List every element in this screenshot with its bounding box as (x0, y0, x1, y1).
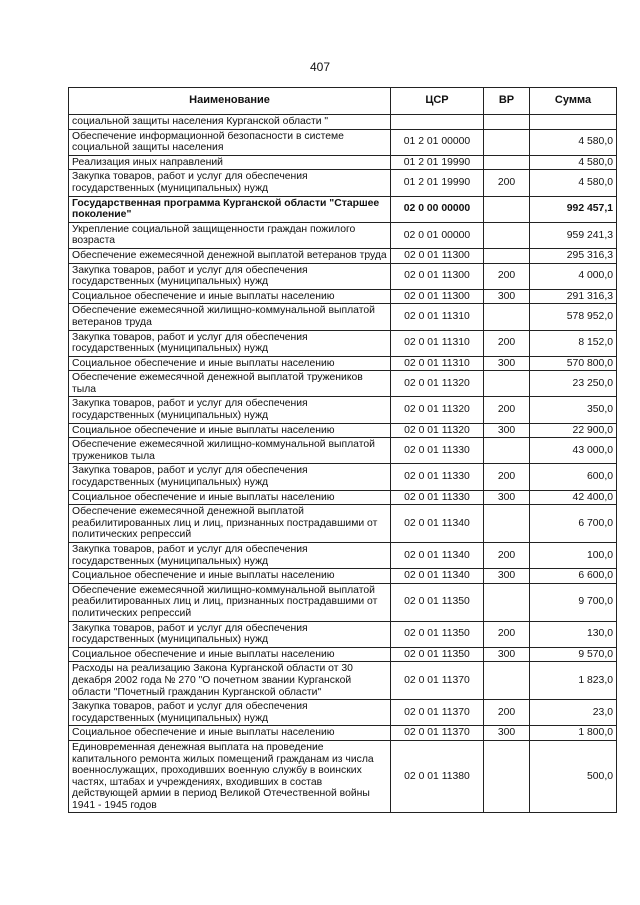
cell-csr: 02 0 01 11350 (391, 621, 484, 647)
table-row (69, 569, 617, 584)
cell-name: Социальное обеспечение и иные выплаты населению (69, 423, 391, 438)
table-row (69, 621, 617, 647)
cell-sum: 1 800,0 (530, 726, 617, 741)
cell-csr: 02 0 01 11300 (391, 263, 484, 289)
table-row (69, 740, 617, 813)
cell-sum: 23,0 (530, 700, 617, 726)
cell-csr: 02 0 00 00000 (391, 196, 484, 222)
budget-table (68, 87, 617, 813)
cell-vr: 200 (484, 330, 530, 356)
cell-sum: 291 316,3 (530, 289, 617, 304)
table-row (69, 222, 617, 248)
cell-name: Обеспечение информационной безопасности в системе социальной защиты населения (69, 129, 391, 155)
cell-sum: 4 000,0 (530, 263, 617, 289)
cell-name: Реализация иных направлений (69, 155, 391, 170)
cell-vr (484, 371, 530, 397)
cell-vr (484, 583, 530, 621)
cell-csr: 02 0 01 11330 (391, 438, 484, 464)
cell-sum: 4 580,0 (530, 170, 617, 196)
table-row (69, 155, 617, 170)
table-body (69, 115, 617, 813)
table-row (69, 263, 617, 289)
cell-csr: 02 0 01 11330 (391, 490, 484, 505)
cell-sum: 8 152,0 (530, 330, 617, 356)
cell-csr: 01 2 01 19990 (391, 170, 484, 196)
cell-sum: 959 241,3 (530, 222, 617, 248)
cell-name: Обеспечение ежемесячной денежной выплатой реабилитированных лиц и лиц, признанных пострадавшими от политических репрессий (69, 505, 391, 543)
cell-csr: 02 0 01 00000 (391, 222, 484, 248)
cell-sum: 6 700,0 (530, 505, 617, 543)
cell-vr (484, 438, 530, 464)
cell-vr: 200 (484, 170, 530, 196)
table-row (69, 505, 617, 543)
cell-csr: 02 0 01 11310 (391, 330, 484, 356)
table-row (69, 304, 617, 330)
cell-csr: 01 2 01 00000 (391, 129, 484, 155)
cell-vr: 200 (484, 263, 530, 289)
cell-csr: 01 2 01 19990 (391, 155, 484, 170)
cell-csr: 02 0 01 11340 (391, 543, 484, 569)
table-row (69, 700, 617, 726)
cell-sum: 9 570,0 (530, 647, 617, 662)
table-row (69, 115, 617, 130)
cell-sum: 22 900,0 (530, 423, 617, 438)
table-row (69, 397, 617, 423)
cell-name: Государственная программа Курганской области "Старшее поколение" (69, 196, 391, 222)
cell-vr (484, 304, 530, 330)
cell-name: Закупка товаров, работ и услуг для обеспечения государственных (муниципальных) нужд (69, 330, 391, 356)
cell-vr: 200 (484, 621, 530, 647)
cell-sum: 350,0 (530, 397, 617, 423)
cell-name: Социальное обеспечение и иные выплаты населению (69, 289, 391, 304)
cell-sum: 4 580,0 (530, 129, 617, 155)
cell-vr: 300 (484, 423, 530, 438)
table-row (69, 490, 617, 505)
cell-csr: 02 0 01 11320 (391, 423, 484, 438)
table-row (69, 464, 617, 490)
cell-vr: 300 (484, 289, 530, 304)
cell-sum: 570 800,0 (530, 356, 617, 371)
cell-csr: 02 0 01 11380 (391, 740, 484, 813)
page-number: 407 (309, 60, 331, 74)
cell-vr: 200 (484, 397, 530, 423)
cell-vr (484, 662, 530, 700)
cell-name: Укрепление социальной защищенности граждан пожилого возраста (69, 222, 391, 248)
cell-sum: 4 580,0 (530, 155, 617, 170)
cell-sum: 600,0 (530, 464, 617, 490)
table-row (69, 170, 617, 196)
cell-vr: 300 (484, 726, 530, 741)
table-row (69, 196, 617, 222)
table-row (69, 371, 617, 397)
cell-vr (484, 115, 530, 130)
cell-vr: 300 (484, 490, 530, 505)
cell-name: Обеспечение ежемесячной денежной выплатой тружеников тыла (69, 371, 391, 397)
cell-csr: 02 0 01 11310 (391, 304, 484, 330)
cell-vr: 300 (484, 647, 530, 662)
cell-name: Закупка товаров, работ и услуг для обеспечения государственных (муниципальных) нужд (69, 397, 391, 423)
cell-sum: 1 823,0 (530, 662, 617, 700)
cell-vr: 200 (484, 700, 530, 726)
cell-sum: 6 600,0 (530, 569, 617, 584)
table-row (69, 289, 617, 304)
cell-vr: 300 (484, 569, 530, 584)
cell-sum: 992 457,1 (530, 196, 617, 222)
cell-vr (484, 740, 530, 813)
cell-csr: 02 0 01 11310 (391, 356, 484, 371)
cell-sum: 42 400,0 (530, 490, 617, 505)
cell-vr (484, 505, 530, 543)
cell-name: Обеспечение ежемесячной жилищно-коммунальной выплатой тружеников тыла (69, 438, 391, 464)
cell-name: социальной защиты населения Курганской области " (69, 115, 391, 130)
cell-sum: 500,0 (530, 740, 617, 813)
table-row (69, 647, 617, 662)
cell-name: Обеспечение ежемесячной денежной выплатой ветеранов труда (69, 248, 391, 263)
cell-csr: 02 0 01 11340 (391, 569, 484, 584)
table-header-row (69, 88, 617, 115)
header-sum: Сумма (530, 88, 617, 115)
cell-csr: 02 0 01 11370 (391, 700, 484, 726)
cell-name: Закупка товаров, работ и услуг для обеспечения государственных (муниципальных) нужд (69, 621, 391, 647)
cell-sum: 23 250,0 (530, 371, 617, 397)
table-row (69, 356, 617, 371)
cell-name: Расходы на реализацию Закона Курганской области от 30 декабря 2002 года № 270 "О почетном звании Курганской области "Почетный гражданин Курганской области" (69, 662, 391, 700)
cell-name: Закупка товаров, работ и услуг для обеспечения государственных (муниципальных) нужд (69, 543, 391, 569)
cell-sum: 9 700,0 (530, 583, 617, 621)
cell-name: Обеспечение ежемесячной жилищно-коммунальной выплатой ветеранов труда (69, 304, 391, 330)
cell-name: Социальное обеспечение и иные выплаты населению (69, 490, 391, 505)
cell-name: Социальное обеспечение и иные выплаты населению (69, 726, 391, 741)
cell-vr: 300 (484, 356, 530, 371)
table-row (69, 248, 617, 263)
cell-vr: 200 (484, 464, 530, 490)
cell-csr: 02 0 01 11320 (391, 397, 484, 423)
cell-vr (484, 155, 530, 170)
table-row (69, 438, 617, 464)
table-row (69, 330, 617, 356)
cell-csr: 02 0 01 11370 (391, 726, 484, 741)
table-row (69, 662, 617, 700)
cell-csr: 02 0 01 11370 (391, 662, 484, 700)
cell-sum: 43 000,0 (530, 438, 617, 464)
cell-vr (484, 222, 530, 248)
cell-sum (530, 115, 617, 130)
header-vr: ВР (484, 88, 530, 115)
cell-name: Закупка товаров, работ и услуг для обеспечения государственных (муниципальных) нужд (69, 263, 391, 289)
cell-name: Социальное обеспечение и иные выплаты населению (69, 647, 391, 662)
header-csr: ЦСР (391, 88, 484, 115)
header-name: Наименование (69, 88, 391, 115)
table-row (69, 583, 617, 621)
cell-vr: 200 (484, 543, 530, 569)
cell-vr (484, 248, 530, 263)
cell-sum: 295 316,3 (530, 248, 617, 263)
cell-csr: 02 0 01 11320 (391, 371, 484, 397)
cell-vr (484, 129, 530, 155)
cell-name: Закупка товаров, работ и услуг для обеспечения государственных (муниципальных) нужд (69, 464, 391, 490)
cell-csr: 02 0 01 11300 (391, 248, 484, 263)
cell-csr: 02 0 01 11350 (391, 583, 484, 621)
cell-csr: 02 0 01 11330 (391, 464, 484, 490)
cell-name: Закупка товаров, работ и услуг для обеспечения государственных (муниципальных) нужд (69, 700, 391, 726)
cell-name: Социальное обеспечение и иные выплаты населению (69, 569, 391, 584)
table-row (69, 543, 617, 569)
table-row (69, 423, 617, 438)
cell-sum: 130,0 (530, 621, 617, 647)
cell-sum: 100,0 (530, 543, 617, 569)
cell-csr (391, 115, 484, 130)
cell-csr: 02 0 01 11300 (391, 289, 484, 304)
cell-name: Закупка товаров, работ и услуг для обеспечения государственных (муниципальных) нужд (69, 170, 391, 196)
cell-csr: 02 0 01 11350 (391, 647, 484, 662)
cell-name: Социальное обеспечение и иные выплаты населению (69, 356, 391, 371)
cell-name: Обеспечение ежемесячной жилищно-коммунальной выплатой реабилитированных лиц и лиц, признанных пострадавшими от политических репрессий (69, 583, 391, 621)
cell-sum: 578 952,0 (530, 304, 617, 330)
cell-name: Единовременная денежная выплата на проведение капитального ремонта жилых помещений гражданам из числа военнослужащих, проходивших военную службу в воинских частях, штабах и учреждениях, входивших в состав действующей армии в период Великой Отечественной войны 1941 - 1945 годов (69, 740, 391, 813)
cell-csr: 02 0 01 11340 (391, 505, 484, 543)
cell-vr (484, 196, 530, 222)
table-row (69, 129, 617, 155)
table-row (69, 726, 617, 741)
